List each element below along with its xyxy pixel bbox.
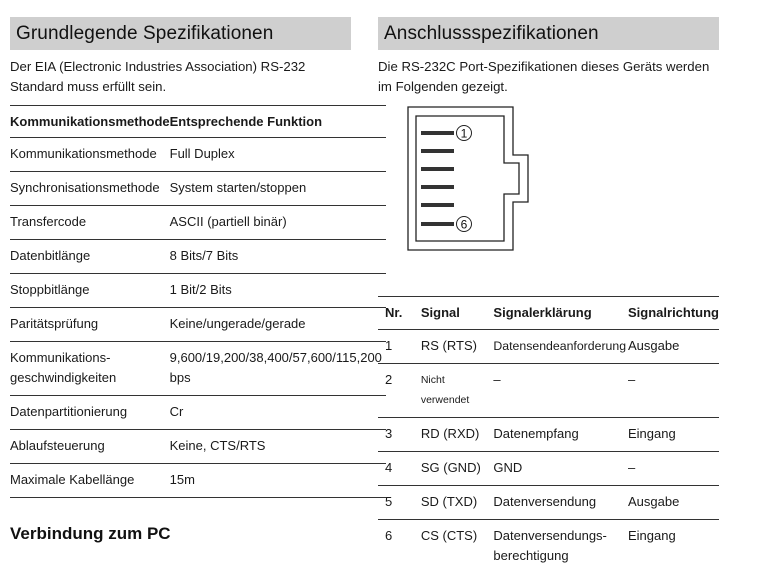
table-row bbox=[10, 308, 386, 342]
pin-number: 1 bbox=[378, 330, 421, 364]
table-row bbox=[378, 486, 719, 520]
table-row bbox=[10, 172, 386, 206]
basic-specs-section bbox=[10, 17, 351, 498]
basic-specs-intro: Der EIA (Electronic Industries Association) RS-232 Standard muss erfüllt sein. bbox=[10, 57, 351, 97]
column-header: Signal bbox=[421, 297, 494, 330]
spec-value: 15m bbox=[170, 464, 386, 498]
spec-value: 1 Bit/2 Bits bbox=[170, 274, 386, 308]
table-row bbox=[378, 452, 719, 486]
signal-description: Datenempfang bbox=[493, 418, 628, 452]
table-row bbox=[378, 418, 719, 452]
column-header: Nr. bbox=[378, 297, 421, 330]
table-row bbox=[10, 206, 386, 240]
signal-table bbox=[378, 296, 719, 573]
connector-specs-heading: Anschlussspezifikationen bbox=[378, 17, 719, 50]
column-header: Signalerklärung bbox=[493, 297, 628, 330]
pin-number: 5 bbox=[378, 486, 421, 520]
spec-value: Keine, CTS/RTS bbox=[170, 430, 386, 464]
signal-name: Nicht verwendet bbox=[421, 364, 494, 418]
table-row bbox=[378, 364, 719, 418]
pc-connection-heading: Verbindung zum PC bbox=[10, 524, 171, 544]
spec-name: Paritätsprüfung bbox=[10, 308, 170, 342]
signal-description: Datensendeanforderung bbox=[493, 330, 628, 364]
pin-1 bbox=[421, 131, 454, 135]
basic-specs-heading: Grundlegende Spezifikationen bbox=[10, 17, 351, 50]
signal-name: RD (RXD) bbox=[421, 418, 494, 452]
column-header: Signalrichtung bbox=[628, 297, 719, 330]
table-row bbox=[10, 138, 386, 172]
table-header-row bbox=[378, 297, 719, 330]
connector-specs-section bbox=[378, 17, 719, 535]
pin-6 bbox=[421, 222, 454, 226]
signal-direction: Ausgabe bbox=[628, 330, 719, 364]
signal-description: Datenversendungs-berechtigung bbox=[493, 520, 628, 573]
signal-name: SD (TXD) bbox=[421, 486, 494, 520]
pin-number: 2 bbox=[378, 364, 421, 418]
table-row bbox=[10, 240, 386, 274]
table-row bbox=[10, 430, 386, 464]
signal-direction: Eingang bbox=[628, 520, 719, 573]
signal-description: Datenversendung bbox=[493, 486, 628, 520]
signal-direction: – bbox=[628, 364, 719, 418]
pin-2 bbox=[421, 149, 454, 153]
spec-value: Full Duplex bbox=[170, 138, 386, 172]
spec-name: Datenpartitionierung bbox=[10, 396, 170, 430]
spec-value: Cr bbox=[170, 396, 386, 430]
rj-connector-diagram bbox=[406, 105, 566, 252]
spec-name: Transfercode bbox=[10, 206, 170, 240]
connector-outline bbox=[408, 107, 528, 250]
signal-description: – bbox=[493, 364, 628, 418]
pin-number: 4 bbox=[378, 452, 421, 486]
table-row bbox=[10, 464, 386, 498]
spec-value: Keine/ungerade/gerade bbox=[170, 308, 386, 342]
signal-name: CS (CTS) bbox=[421, 520, 494, 573]
signal-name: RS (RTS) bbox=[421, 330, 494, 364]
table-header-row bbox=[10, 106, 386, 138]
pin-5 bbox=[421, 203, 454, 207]
signal-direction: Ausgabe bbox=[628, 486, 719, 520]
spec-name: Kommunikations-geschwindigkeiten bbox=[10, 342, 170, 396]
table-row bbox=[378, 520, 719, 573]
signal-direction: Eingang bbox=[628, 418, 719, 452]
column-header: Entsprechende Funktion bbox=[170, 106, 386, 138]
pin-1-label: 1 bbox=[461, 127, 468, 141]
pin-3 bbox=[421, 167, 454, 171]
basic-specs-table bbox=[10, 105, 386, 498]
spec-value: 9,600/19,200/38,400/57,600/115,200 bps bbox=[170, 342, 386, 396]
spec-value: System starten/stoppen bbox=[170, 172, 386, 206]
spec-value: 8 Bits/7 Bits bbox=[170, 240, 386, 274]
pin-4 bbox=[421, 185, 454, 189]
table-row bbox=[10, 396, 386, 430]
pin-number: 3 bbox=[378, 418, 421, 452]
spec-name: Synchronisationsmethode bbox=[10, 172, 170, 206]
spec-name: Maximale Kabellänge bbox=[10, 464, 170, 498]
signal-name: SG (GND) bbox=[421, 452, 494, 486]
spec-name: Ablaufsteuerung bbox=[10, 430, 170, 464]
table-row bbox=[10, 274, 386, 308]
spec-name: Kommunikationsmethode bbox=[10, 138, 170, 172]
column-header: Kommunikationsmethode bbox=[10, 106, 170, 138]
spec-value: ASCII (partiell binär) bbox=[170, 206, 386, 240]
signal-description: GND bbox=[493, 452, 628, 486]
signal-direction: – bbox=[628, 452, 719, 486]
spec-name: Datenbitlänge bbox=[10, 240, 170, 274]
connector-specs-intro: Die RS-232C Port-Spezifikationen dieses Geräts werden im Folgenden gezeigt. bbox=[378, 57, 719, 97]
rj-connector-svg bbox=[406, 105, 566, 252]
table-row bbox=[10, 342, 386, 396]
spec-name: Stoppbitlänge bbox=[10, 274, 170, 308]
pin-number: 6 bbox=[378, 520, 421, 573]
table-row bbox=[378, 330, 719, 364]
pin-6-label: 6 bbox=[461, 218, 468, 232]
